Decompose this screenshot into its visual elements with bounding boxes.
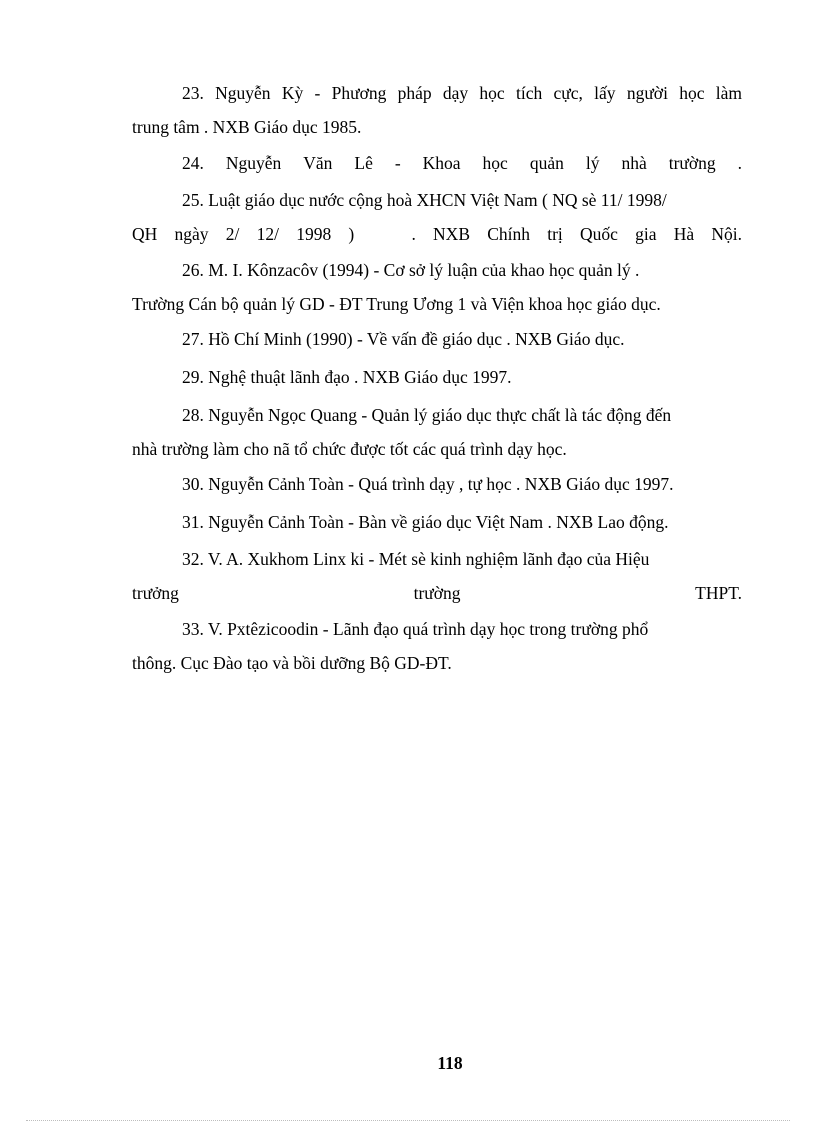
reference-25 xyxy=(132,183,742,251)
reference-28 xyxy=(132,398,742,466)
reference-24-word: - xyxy=(394,153,401,173)
reference-27 xyxy=(132,322,742,356)
reference-30 xyxy=(132,467,742,501)
reference-25-word: ngày xyxy=(174,224,209,244)
reference-25-word: Nội. xyxy=(711,224,742,244)
reference-28-line-2: nhà trường làm cho nã tổ chức được tốt các quá trình dạy học. xyxy=(132,439,567,459)
reference-32-word: trưởng xyxy=(132,583,179,603)
reference-25-word: Hà xyxy=(673,224,695,244)
reference-25-word: . xyxy=(411,224,416,244)
reference-32-word: THPT. xyxy=(695,583,742,603)
reference-32 xyxy=(132,542,742,610)
reference-25-word: ) xyxy=(348,224,355,244)
reference-32-word: trường xyxy=(413,583,461,603)
reference-24-word: . xyxy=(737,153,742,173)
reference-25-word: trị xyxy=(547,224,563,244)
reference-26-line-1: 26. M. I. Kônzacôv (1994) - Cơ sở lý luận của khao học quản lý . xyxy=(182,260,640,280)
page-number: 118 xyxy=(437,1053,463,1073)
reference-24-word: Lê xyxy=(354,153,373,173)
reference-31-line-1: 31. Nguyễn Cảnh Toàn - Bàn về giáo dục Việt Nam . NXB Lao động. xyxy=(182,512,669,532)
reference-23-line-2: trung tâm . NXB Giáo dục 1985. xyxy=(132,117,362,137)
reference-24-line-1 xyxy=(132,146,742,180)
reference-24-word: trường xyxy=(668,153,716,173)
page-bottom-divider xyxy=(26,1120,790,1121)
reference-24-word: quản xyxy=(529,153,564,173)
reference-25-word: Chính xyxy=(487,224,531,244)
reference-25-line-2 xyxy=(132,217,742,251)
reference-24-word: nhà xyxy=(621,153,647,173)
reference-24-word: Khoa xyxy=(422,153,461,173)
reference-30-line-1: 30. Nguyễn Cảnh Toàn - Quá trình dạy , tự học . NXB Giáo dục 1997. xyxy=(182,474,674,494)
reference-31 xyxy=(132,505,742,539)
reference-24-word: Nguyễn xyxy=(225,153,282,173)
reference-28-line-1: 28. Nguyễn Ngọc Quang - Quản lý giáo dục thực chất là tác động đến xyxy=(182,405,672,425)
reference-24-word: 24. xyxy=(182,153,204,173)
reference-26-line-2: Trường Cán bộ quản lý GD - ĐT Trung Ương 1 và Viện khoa học giáo dục. xyxy=(132,294,661,314)
reference-33-line-2: thông. Cục Đào tạo và bồi dưỡng Bộ GD-ĐT. xyxy=(132,653,452,673)
reference-25-word: NXB xyxy=(433,224,470,244)
reference-24-word: học xyxy=(482,153,508,173)
reference-25-word: 12/ xyxy=(256,224,279,244)
reference-25-word: gia xyxy=(635,224,657,244)
reference-33 xyxy=(132,612,742,680)
reference-25-word: Quốc xyxy=(580,224,618,244)
reference-23 xyxy=(132,76,742,144)
reference-25-word: QH xyxy=(132,224,158,244)
reference-26 xyxy=(132,253,742,321)
reference-24-word: Văn xyxy=(303,153,333,173)
reference-33-line-1: 33. V. Pxtêzicoodin - Lãnh đạo quá trình dạy học trong trường phổ xyxy=(182,619,649,639)
reference-25-word: 2/ xyxy=(225,224,240,244)
reference-29-line-1: 29. Nghệ thuật lãnh đạo . NXB Giáo dục 1997. xyxy=(182,367,512,387)
reference-32-line-2 xyxy=(132,576,742,610)
reference-27-line-1: 27. Hồ Chí Minh (1990) - Về vấn đề giáo dục . NXB Giáo dục. xyxy=(182,329,625,349)
reference-23-line-1: 23. Nguyễn Kỳ - Phương pháp dạy học tích cực, lấy người học làm xyxy=(182,83,742,103)
reference-29 xyxy=(132,360,742,394)
reference-25-word: 1998 xyxy=(296,224,332,244)
reference-24 xyxy=(132,146,742,180)
reference-24-word: lý xyxy=(585,153,600,173)
reference-25-line-1: 25. Luật giáo dục nước cộng hoà XHCN Việt Nam ( NQ sè 11/ 1998/ xyxy=(182,190,667,210)
reference-32-line-1: 32. V. A. Xukhom Linx ki - Mét sè kinh nghiệm lãnh đạo của Hiệu xyxy=(182,549,650,569)
